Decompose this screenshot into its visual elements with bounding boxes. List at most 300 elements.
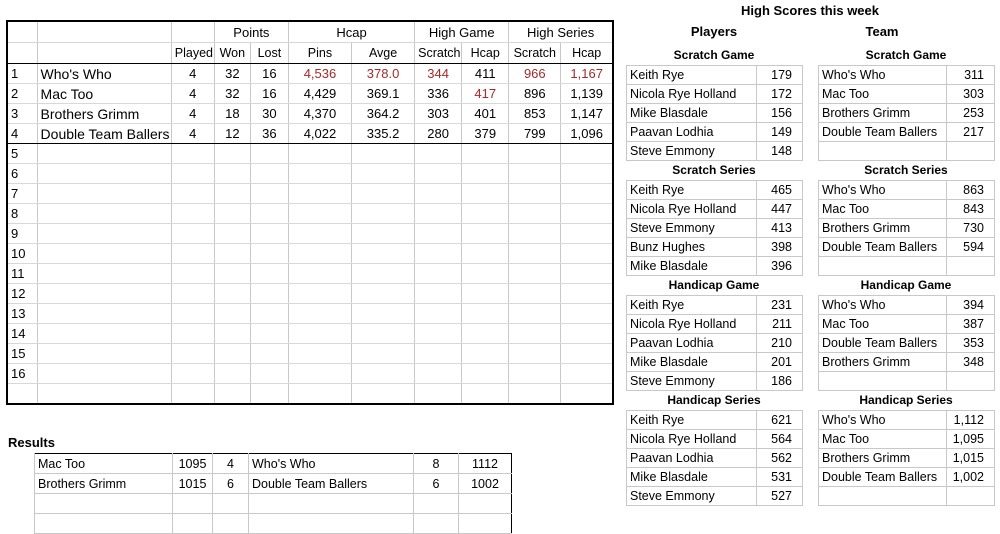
high-scores-title: High Scores this week <box>741 3 879 18</box>
team-name-cell: Double Team Ballers <box>37 124 171 144</box>
name-cell: Who's Who <box>819 66 947 85</box>
empty-cell <box>288 384 351 405</box>
high-series-hcap-header: Hcap <box>561 43 613 64</box>
empty-cell <box>288 344 351 364</box>
list-item <box>627 181 803 200</box>
score-cell <box>947 487 995 506</box>
high-game-hcap-header: Hcap <box>462 43 509 64</box>
high-series-scratch-cell: 966 <box>509 64 561 84</box>
empty-cell <box>462 304 509 324</box>
empty-cell <box>288 284 351 304</box>
list-item <box>627 85 803 104</box>
high-game-scratch-cell: 344 <box>415 64 462 84</box>
results-title: Results <box>8 435 55 450</box>
name-cell: Mike Blasdale <box>627 104 757 123</box>
list-item <box>819 468 995 487</box>
players-heading: Players <box>690 24 738 39</box>
empty-cell <box>352 324 415 344</box>
empty-cell <box>462 324 509 344</box>
team-heading: Team <box>865 24 899 39</box>
score2-cell <box>459 494 512 514</box>
high-game-scratch-header: Scratch <box>415 43 462 64</box>
empty-cell <box>37 324 171 344</box>
name-cell: Keith Rye <box>627 66 757 85</box>
name-cell: Who's Who <box>819 296 947 315</box>
empty-cell <box>214 184 250 204</box>
empty-cell <box>509 184 561 204</box>
list-item <box>627 123 803 142</box>
empty-cell <box>561 284 613 304</box>
high-score-table <box>626 410 803 506</box>
empty-cell <box>415 344 462 364</box>
table-row <box>35 514 512 534</box>
empty-cell <box>37 364 171 384</box>
name-cell: Steve Emmony <box>627 372 757 391</box>
name-cell: Who's Who <box>819 411 947 430</box>
score-cell: 594 <box>947 238 995 257</box>
score-cell: 156 <box>757 104 803 123</box>
table-row <box>7 204 613 224</box>
empty-cell <box>561 144 613 164</box>
table-row <box>35 494 512 514</box>
empty-cell <box>214 324 250 344</box>
empty-cell <box>250 144 288 164</box>
position-cell: 16 <box>7 364 37 384</box>
empty-cell <box>37 264 171 284</box>
empty-cell <box>352 184 415 204</box>
score-cell: 210 <box>757 334 803 353</box>
avge-cell: 369.1 <box>352 84 415 104</box>
empty-cell <box>561 364 613 384</box>
score-cell: 1,002 <box>947 468 995 487</box>
avge-header: Avge <box>352 43 415 64</box>
position-cell: 1 <box>7 64 37 84</box>
empty-cell <box>288 184 351 204</box>
position-cell <box>7 384 37 405</box>
list-item <box>627 372 803 391</box>
empty-cell <box>561 184 613 204</box>
empty-cell <box>415 324 462 344</box>
empty-cell <box>462 224 509 244</box>
empty-cell <box>288 224 351 244</box>
empty-cell <box>171 164 214 184</box>
list-item <box>819 430 995 449</box>
table-row <box>7 64 613 84</box>
score-cell: 1,112 <box>947 411 995 430</box>
list-item <box>627 142 803 161</box>
high-game-group-header: High Game <box>415 21 509 43</box>
high-game-scratch-cell: 280 <box>415 124 462 144</box>
score-cell: 394 <box>947 296 995 315</box>
score-cell <box>947 372 995 391</box>
high-game-hcap-cell: 417 <box>462 84 509 104</box>
list-item <box>627 219 803 238</box>
list-item <box>819 372 995 391</box>
played-cell: 4 <box>171 124 214 144</box>
empty-cell <box>415 304 462 324</box>
empty-cell <box>37 384 171 405</box>
score-cell: 211 <box>757 315 803 334</box>
list-item <box>819 487 995 506</box>
won-cell: 18 <box>214 104 250 124</box>
team-name-cell: Mac Too <box>37 84 171 104</box>
position-cell: 15 <box>7 344 37 364</box>
empty-cell <box>415 184 462 204</box>
empty-cell <box>37 304 171 324</box>
table-row <box>7 104 613 124</box>
empty-cell <box>415 144 462 164</box>
empty-cell <box>509 364 561 384</box>
empty-cell <box>171 224 214 244</box>
score-cell: 396 <box>757 257 803 276</box>
empty-cell <box>352 384 415 405</box>
empty-cell <box>171 144 214 164</box>
empty-cell <box>214 384 250 405</box>
empty-cell <box>37 184 171 204</box>
score2-cell: 1002 <box>459 474 512 494</box>
position-cell: 9 <box>7 224 37 244</box>
score-cell: 621 <box>757 411 803 430</box>
score1-cell <box>173 494 213 514</box>
empty-cell <box>509 384 561 405</box>
section-heading: Handicap Game <box>860 278 952 292</box>
empty-cell <box>509 144 561 164</box>
list-item <box>819 181 995 200</box>
empty-cell <box>462 164 509 184</box>
score-cell: 387 <box>947 315 995 334</box>
pins-cell: 4,022 <box>288 124 351 144</box>
score-cell: 1,015 <box>947 449 995 468</box>
group-header-row <box>7 21 613 43</box>
list-item <box>627 334 803 353</box>
high-game-scratch-cell: 336 <box>415 84 462 104</box>
score2-cell <box>459 514 512 534</box>
name-cell <box>819 142 947 161</box>
empty-cell <box>214 264 250 284</box>
list-item <box>819 334 995 353</box>
list-item <box>819 257 995 276</box>
played-cell: 4 <box>171 104 214 124</box>
high-score-table <box>626 65 803 161</box>
name-cell: Mac Too <box>819 430 947 449</box>
table-row <box>7 284 613 304</box>
score-cell: 311 <box>947 66 995 85</box>
points1-cell <box>213 514 249 534</box>
high-series-scratch-cell: 799 <box>509 124 561 144</box>
name-cell: Keith Rye <box>627 181 757 200</box>
list-item <box>819 66 995 85</box>
pins-cell: 4,370 <box>288 104 351 124</box>
list-item <box>627 430 803 449</box>
empty-cell <box>214 344 250 364</box>
name-cell: Steve Emmony <box>627 219 757 238</box>
empty-cell <box>214 144 250 164</box>
list-item <box>627 66 803 85</box>
table-row <box>7 244 613 264</box>
table-row <box>7 384 613 405</box>
lost-cell: 30 <box>250 104 288 124</box>
hcap-group-header: Hcap <box>288 21 414 43</box>
results-table <box>34 453 512 534</box>
played-header: Played <box>171 43 214 64</box>
team1-cell: Brothers Grimm <box>35 474 173 494</box>
won-cell: 32 <box>214 84 250 104</box>
empty-cell <box>561 344 613 364</box>
empty-cell <box>352 284 415 304</box>
won-cell: 32 <box>214 64 250 84</box>
empty-cell <box>171 244 214 264</box>
list-item <box>627 468 803 487</box>
position-cell: 12 <box>7 284 37 304</box>
list-item <box>627 487 803 506</box>
high-game-hcap-cell: 379 <box>462 124 509 144</box>
high-series-hcap-cell: 1,147 <box>561 104 613 124</box>
empty-cell <box>462 244 509 264</box>
list-item <box>819 104 995 123</box>
empty-cell <box>250 344 288 364</box>
list-item <box>627 257 803 276</box>
table-row <box>7 344 613 364</box>
name-cell: Brothers Grimm <box>819 219 947 238</box>
points2-cell <box>414 514 459 534</box>
played-cell: 4 <box>171 64 214 84</box>
list-item <box>627 353 803 372</box>
empty-cell <box>288 304 351 324</box>
high-series-scratch-cell: 896 <box>509 84 561 104</box>
name-cell: Paavan Lodhia <box>627 449 757 468</box>
list-item <box>819 315 995 334</box>
section-heading: Scratch Series <box>672 163 756 177</box>
name-cell: Bunz Hughes <box>627 238 757 257</box>
empty-cell <box>250 284 288 304</box>
points-group-header: Points <box>214 21 288 43</box>
empty-cell <box>352 304 415 324</box>
empty-cell <box>37 224 171 244</box>
score-cell: 172 <box>757 85 803 104</box>
name-cell: Who's Who <box>819 181 947 200</box>
name-cell: Steve Emmony <box>627 142 757 161</box>
empty-cell <box>462 344 509 364</box>
won-header: Won <box>214 43 250 64</box>
name-cell <box>819 372 947 391</box>
name-cell <box>819 257 947 276</box>
high-score-table <box>818 295 995 391</box>
players-high-scores <box>626 45 803 506</box>
table-row <box>35 454 512 474</box>
list-item <box>627 200 803 219</box>
position-cell: 2 <box>7 84 37 104</box>
empty-cell <box>561 244 613 264</box>
empty-cell <box>509 344 561 364</box>
score-cell: 564 <box>757 430 803 449</box>
position-cell: 3 <box>7 104 37 124</box>
section-heading: Handicap Series <box>667 393 761 407</box>
empty-cell <box>250 164 288 184</box>
list-item <box>627 104 803 123</box>
empty-cell <box>462 284 509 304</box>
empty-cell <box>288 204 351 224</box>
section-heading: Handicap Series <box>859 393 953 407</box>
table-row <box>7 144 613 164</box>
empty-cell <box>561 204 613 224</box>
table-row <box>7 364 613 384</box>
team-high-scores <box>818 45 995 506</box>
name-cell: Double Team Ballers <box>819 238 947 257</box>
score-cell: 413 <box>757 219 803 238</box>
team2-cell: Who's Who <box>249 454 414 474</box>
team1-cell <box>35 514 173 534</box>
list-item <box>819 238 995 257</box>
list-item <box>819 353 995 372</box>
table-row <box>7 184 613 204</box>
table-row <box>7 84 613 104</box>
points2-cell: 8 <box>414 454 459 474</box>
empty-cell <box>37 164 171 184</box>
empty-cell <box>415 284 462 304</box>
empty-cell <box>352 264 415 284</box>
section-heading: Scratch Game <box>673 48 755 62</box>
name-cell <box>819 487 947 506</box>
lost-header: Lost <box>250 43 288 64</box>
avge-cell: 335.2 <box>352 124 415 144</box>
table-row <box>7 164 613 184</box>
lost-cell: 36 <box>250 124 288 144</box>
empty-cell <box>462 204 509 224</box>
empty-cell <box>214 164 250 184</box>
pins-header: Pins <box>288 43 351 64</box>
score-cell: 348 <box>947 353 995 372</box>
empty-cell <box>352 244 415 264</box>
points2-cell: 6 <box>414 474 459 494</box>
name-cell: Nicola Rye Holland <box>627 200 757 219</box>
empty-cell <box>509 244 561 264</box>
empty-cell <box>250 224 288 244</box>
score-cell: 1,095 <box>947 430 995 449</box>
empty-cell <box>171 364 214 384</box>
empty-cell <box>561 264 613 284</box>
column-header-row <box>7 43 613 64</box>
empty-cell <box>462 364 509 384</box>
score-cell: 843 <box>947 200 995 219</box>
empty-cell <box>288 364 351 384</box>
position-cell: 4 <box>7 124 37 144</box>
empty-cell <box>561 164 613 184</box>
table-row <box>35 474 512 494</box>
empty-cell <box>171 304 214 324</box>
empty-cell <box>171 284 214 304</box>
empty-cell <box>509 284 561 304</box>
empty-cell <box>352 204 415 224</box>
name-cell: Double Team Ballers <box>819 123 947 142</box>
lost-cell: 16 <box>250 84 288 104</box>
points1-cell: 6 <box>213 474 249 494</box>
empty-cell <box>415 244 462 264</box>
name-cell: Steve Emmony <box>627 487 757 506</box>
empty-cell <box>415 364 462 384</box>
score-cell: 186 <box>757 372 803 391</box>
name-cell: Double Team Ballers <box>819 334 947 353</box>
high-score-table <box>818 180 995 276</box>
name-cell: Nicola Rye Holland <box>627 315 757 334</box>
high-score-table <box>626 180 803 276</box>
name-cell: Keith Rye <box>627 296 757 315</box>
table-row <box>7 324 613 344</box>
empty-cell <box>561 304 613 324</box>
empty-cell <box>250 304 288 324</box>
empty-cell <box>214 364 250 384</box>
name-cell: Keith Rye <box>627 411 757 430</box>
empty-cell <box>250 324 288 344</box>
table-row <box>7 124 613 144</box>
empty-cell <box>462 144 509 164</box>
high-game-scratch-cell: 303 <box>415 104 462 124</box>
empty-cell <box>37 144 171 164</box>
name-cell: Brothers Grimm <box>819 104 947 123</box>
list-item <box>819 200 995 219</box>
empty-cell <box>509 264 561 284</box>
score-cell: 465 <box>757 181 803 200</box>
high-score-table <box>818 410 995 506</box>
empty-cell <box>171 184 214 204</box>
lost-cell: 16 <box>250 64 288 84</box>
played-cell: 4 <box>171 84 214 104</box>
name-cell: Brothers Grimm <box>819 353 947 372</box>
empty-cell <box>250 244 288 264</box>
empty-cell <box>171 384 214 405</box>
empty-cell <box>352 344 415 364</box>
empty-cell <box>171 264 214 284</box>
team-name-cell: Brothers Grimm <box>37 104 171 124</box>
score1-cell <box>173 514 213 534</box>
score-cell: 231 <box>757 296 803 315</box>
empty-cell <box>250 184 288 204</box>
name-cell: Mac Too <box>819 85 947 104</box>
list-item <box>627 315 803 334</box>
empty-cell <box>288 144 351 164</box>
position-cell: 5 <box>7 144 37 164</box>
empty-cell <box>352 144 415 164</box>
empty-cell <box>250 264 288 284</box>
table-row <box>7 264 613 284</box>
empty-cell <box>288 324 351 344</box>
score-cell: 201 <box>757 353 803 372</box>
high-series-hcap-cell: 1,139 <box>561 84 613 104</box>
score-cell: 730 <box>947 219 995 238</box>
list-item <box>627 238 803 257</box>
empty-cell <box>288 164 351 184</box>
score-cell: 253 <box>947 104 995 123</box>
high-series-scratch-header: Scratch <box>509 43 561 64</box>
list-item <box>819 296 995 315</box>
points1-cell: 4 <box>213 454 249 474</box>
score2-cell: 1112 <box>459 454 512 474</box>
high-game-hcap-cell: 401 <box>462 104 509 124</box>
list-item <box>627 411 803 430</box>
team1-cell: Mac Too <box>35 454 173 474</box>
score-cell: 353 <box>947 334 995 353</box>
score-cell: 447 <box>757 200 803 219</box>
name-cell: Nicola Rye Holland <box>627 430 757 449</box>
empty-cell <box>171 344 214 364</box>
empty-cell <box>352 164 415 184</box>
high-score-table <box>626 295 803 391</box>
empty-cell <box>214 224 250 244</box>
name-cell: Mike Blasdale <box>627 353 757 372</box>
empty-cell <box>462 384 509 405</box>
pins-cell: 4,429 <box>288 84 351 104</box>
high-game-hcap-cell: 411 <box>462 64 509 84</box>
pins-cell: 4,536 <box>288 64 351 84</box>
